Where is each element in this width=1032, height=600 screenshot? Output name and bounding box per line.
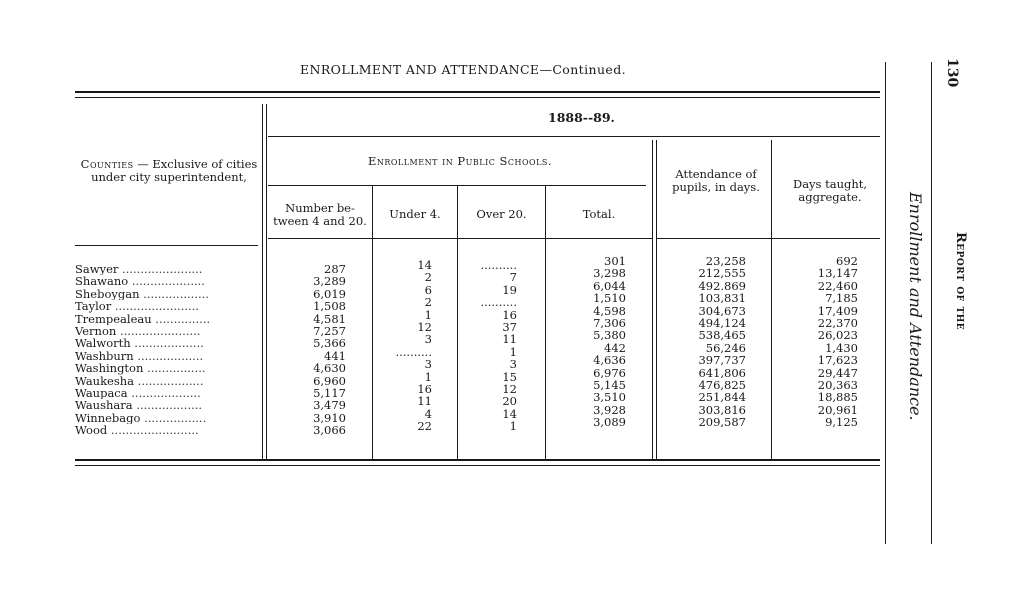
cell-between: 3,479 (313, 399, 346, 412)
cell-under4: 11 (417, 395, 432, 408)
cell-under4: 22 (417, 420, 432, 433)
cell-attendance: 538,465 (698, 329, 746, 342)
table-row-county: Sheboygan .................. (75, 287, 209, 301)
cell-under4: 14 (417, 259, 432, 272)
cell-days: 17,623 (817, 354, 858, 367)
header-bottom-rule-right (657, 238, 880, 239)
cell-over20: .......... (480, 296, 517, 309)
cell-attendance: 212,555 (698, 267, 746, 280)
header-over-20: Over 20. (476, 207, 527, 221)
top-rule-thin (75, 97, 880, 98)
col-rule-3 (545, 186, 546, 460)
header-under-4: Under 4. (389, 207, 441, 221)
column-over-20 (462, 255, 517, 432)
cell-days: 9,125 (825, 416, 858, 429)
cell-total: 3,089 (593, 416, 626, 429)
cell-total: 3,510 (593, 391, 626, 404)
enrollment-group-header: Enrollment in Public Schools. (367, 154, 553, 168)
year-rule (268, 136, 880, 137)
table-row-county: Shawano .................... (75, 275, 205, 288)
cell-over20: 20 (502, 395, 517, 408)
page-number: 130 (944, 58, 960, 88)
table-row-county: Waushara .................. (75, 399, 203, 412)
cell-attendance: 56,246 (705, 341, 746, 355)
column-days-taught (790, 255, 858, 428)
running-subhead: Enrollment and Attendance. (906, 192, 925, 421)
cell-between: 6,960 (313, 374, 346, 387)
cell-between: 6,019 (313, 287, 346, 301)
page-margin-rule-2 (931, 62, 932, 544)
cell-total: 3,928 (593, 403, 626, 417)
cell-total: 7,306 (593, 316, 626, 330)
cell-between: 287 (324, 263, 346, 276)
cell-attendance: 476,825 (698, 378, 746, 392)
cell-days: 22,460 (817, 279, 858, 293)
cell-days: 18,885 (817, 391, 858, 404)
cell-under4: .......... (395, 345, 432, 359)
county-column-header (80, 158, 258, 184)
cell-between: 3,066 (313, 424, 346, 437)
cell-under4: 2 (424, 296, 432, 309)
cell-total: 5,145 (593, 378, 626, 392)
county-header-lead: Counties (80, 157, 134, 171)
cell-under4: 1 (424, 308, 432, 321)
cell-between: 3,289 (313, 275, 346, 288)
cell-days: 29,447 (817, 366, 858, 379)
cell-over20: 1 (509, 420, 517, 433)
page-title: ENROLLMENT AND ATTENDANCE—Continued. (300, 62, 626, 77)
cell-over20: 3 (509, 358, 517, 371)
col-rule-2 (457, 186, 458, 460)
table-row-county: Washington ................ (75, 362, 206, 375)
county-header-rest: — Exclusive of cities under city superintendent, (91, 157, 258, 184)
cell-over20: 15 (502, 370, 517, 383)
cell-days: 7,185 (825, 292, 858, 305)
cell-over20: 19 (502, 283, 517, 297)
table-row-county: Vernon ...................... (75, 324, 201, 338)
cell-between: 4,581 (313, 312, 346, 325)
cell-over20: 11 (502, 333, 517, 346)
cell-over20: 16 (502, 308, 517, 321)
header-between-4-20: Number be-tween 4 and 20. (273, 201, 367, 228)
cell-attendance: 303,816 (698, 403, 746, 417)
cell-total: 1,510 (593, 292, 626, 305)
cell-between: 5,366 (313, 337, 346, 350)
cell-under4: 4 (424, 407, 432, 421)
cell-days: 26,023 (817, 329, 858, 342)
cell-between: 7,257 (313, 324, 346, 338)
county-column (75, 263, 265, 436)
cell-over20: 37 (502, 320, 517, 334)
cell-attendance: 304,673 (698, 304, 746, 317)
cell-attendance: 397,737 (698, 354, 746, 367)
cell-attendance: 492.869 (698, 279, 746, 293)
table-row-county: Washburn .................. (75, 349, 204, 363)
cell-days: 692 (836, 255, 858, 268)
cell-attendance: 641,806 (698, 366, 746, 379)
cell-over20: 12 (502, 382, 517, 396)
cell-under4: 16 (417, 382, 432, 396)
column-between-4-20 (280, 255, 346, 436)
running-head: Report of the (953, 232, 968, 331)
table-row-county: Waukesha .................. (75, 374, 204, 387)
bottom-rule-thin (75, 465, 880, 466)
col-rule-4b (656, 140, 657, 460)
cell-total: 301 (604, 255, 626, 268)
cell-under4: 6 (424, 283, 432, 297)
cell-under4: 2 (424, 271, 432, 284)
table-row-county: Winnebago ................. (75, 411, 207, 425)
table-row-county: Waupaca ................... (75, 386, 201, 400)
cell-attendance: 494,124 (698, 316, 746, 330)
table-row-county: Trempealeau ............... (75, 312, 211, 325)
top-rule (75, 91, 880, 93)
cell-over20: .......... (480, 259, 517, 272)
table-row-county: Walworth ................... (75, 337, 204, 350)
col-rule-1 (372, 186, 373, 460)
cell-total: 3,298 (593, 267, 626, 280)
column-total (566, 255, 626, 428)
table-row-county: Wood ........................ (75, 424, 199, 437)
cell-under4: 3 (424, 333, 432, 346)
cell-days: 13,147 (817, 267, 858, 280)
year-heading: 1888--89. (548, 110, 615, 125)
column-under-4 (380, 255, 432, 432)
header-total: Total. (582, 207, 616, 221)
col-rule-5 (771, 140, 772, 460)
cell-between: 441 (324, 349, 346, 363)
cell-under4: 3 (424, 358, 432, 371)
cell-between: 4,630 (313, 362, 346, 375)
cell-total: 5,380 (593, 329, 626, 342)
cell-under4: 1 (424, 370, 432, 383)
cell-attendance: 251,844 (698, 391, 746, 404)
cell-over20: 1 (509, 345, 517, 359)
table-row-county: Taylor ....................... (75, 300, 199, 313)
cell-between: 1,508 (313, 300, 346, 313)
cell-over20: 14 (502, 407, 517, 421)
cell-days: 22,370 (817, 316, 858, 330)
cell-under4: 12 (417, 320, 432, 334)
cell-between: 3,910 (313, 411, 346, 425)
cell-days: 1,430 (825, 341, 858, 355)
county-header-rule (75, 245, 258, 246)
cell-attendance: 23,258 (705, 255, 746, 268)
cell-total: 6,976 (593, 366, 626, 379)
header-days-taught: Days taught, aggregate. (792, 177, 868, 204)
cell-total: 4,598 (593, 304, 626, 317)
page-margin-rule (885, 62, 886, 544)
cell-days: 17,409 (817, 304, 858, 317)
table-row-county: Sawyer ...................... (75, 263, 203, 276)
cell-days: 20,363 (817, 378, 858, 392)
bottom-rule (75, 459, 880, 461)
cell-total: 442 (604, 341, 626, 355)
county-divider-2 (266, 104, 267, 460)
cell-total: 6,044 (593, 279, 626, 293)
col-rule-4a (652, 140, 653, 460)
cell-over20: 7 (509, 271, 517, 284)
header-bottom-rule (268, 238, 652, 239)
cell-between: 5,117 (313, 386, 346, 400)
column-attendance (676, 255, 746, 428)
cell-attendance: 209,587 (698, 416, 746, 429)
cell-days: 20,961 (817, 403, 858, 417)
cell-total: 4,636 (593, 354, 626, 367)
cell-attendance: 103,831 (698, 292, 746, 305)
header-attendance: Attendance of pupils, in days. (672, 167, 760, 194)
